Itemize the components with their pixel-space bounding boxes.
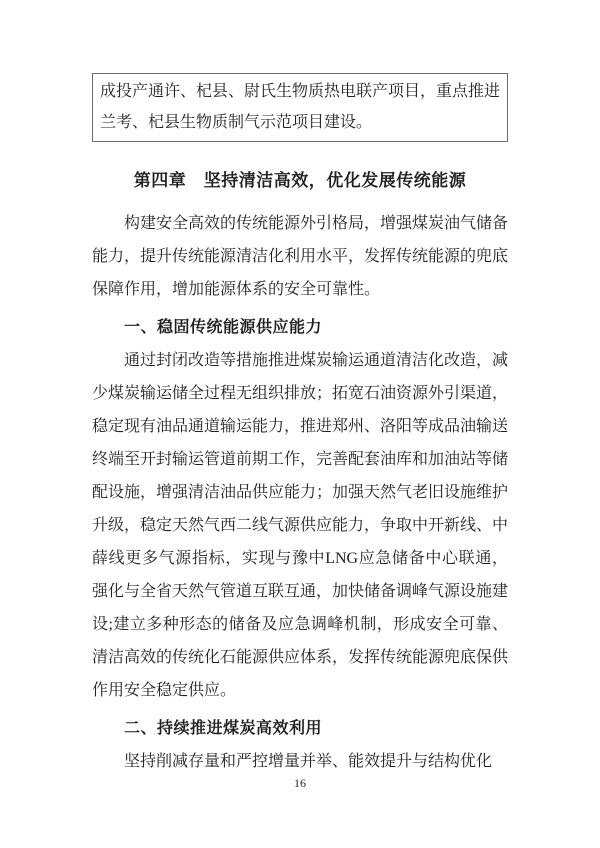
chapter-title: 第四章 坚持清洁高效，优化发展传统能源	[133, 171, 467, 190]
section1-heading: 一、稳固传统能源供应能力	[124, 319, 323, 336]
section1-paragraph: 通过封闭改造等措施推进煤炭输运通道清洁化改造，减少煤炭输运储全过程无组织排放；拓宽石油资源外引渠道，稳定现有油品通道输运能力，推进郑州、洛阳等成品油输送终端至开封输运管道前期工作，完善配套油库和加油站等储配设施，增强清洁油品供应能力；加强天然气老旧设施维护升级，稳定天然气西二线气源供应能力，争取中开新线、中薛线更多气源指标，实现与豫中LNG应急储备中心联通，强化与全省天然气管道互联互通，加快储备调峰气源设施建设;建立多种形态的储备及应急调峰机制，形成安全可靠、清洁高效的传统化石能源供应体系，发挥传统能源兜底保供作用安全稳定供应。	[92, 352, 509, 699]
document-content	[92, 73, 508, 778]
section2-paragraph: 坚持削减存量和严控增量并举、能效提升与结构优化	[124, 753, 493, 770]
intro-paragraph: 构建安全高效的传统能源外引格局，增强煤炭油气储备能力，提升传统能源清洁化利用水平，发挥传统能源的兜底保障作用，增加能源体系的安全可靠性。	[92, 215, 509, 298]
callout-box	[92, 73, 508, 142]
page-number: 16	[294, 776, 306, 790]
callout-text: 成投产通许、杞县、尉氏生物质热电联产项目，重点推进兰考、杞县生物质制气示范项目建设。	[100, 83, 501, 131]
section2-heading: 二、持续推进煤炭高效利用	[124, 720, 323, 737]
